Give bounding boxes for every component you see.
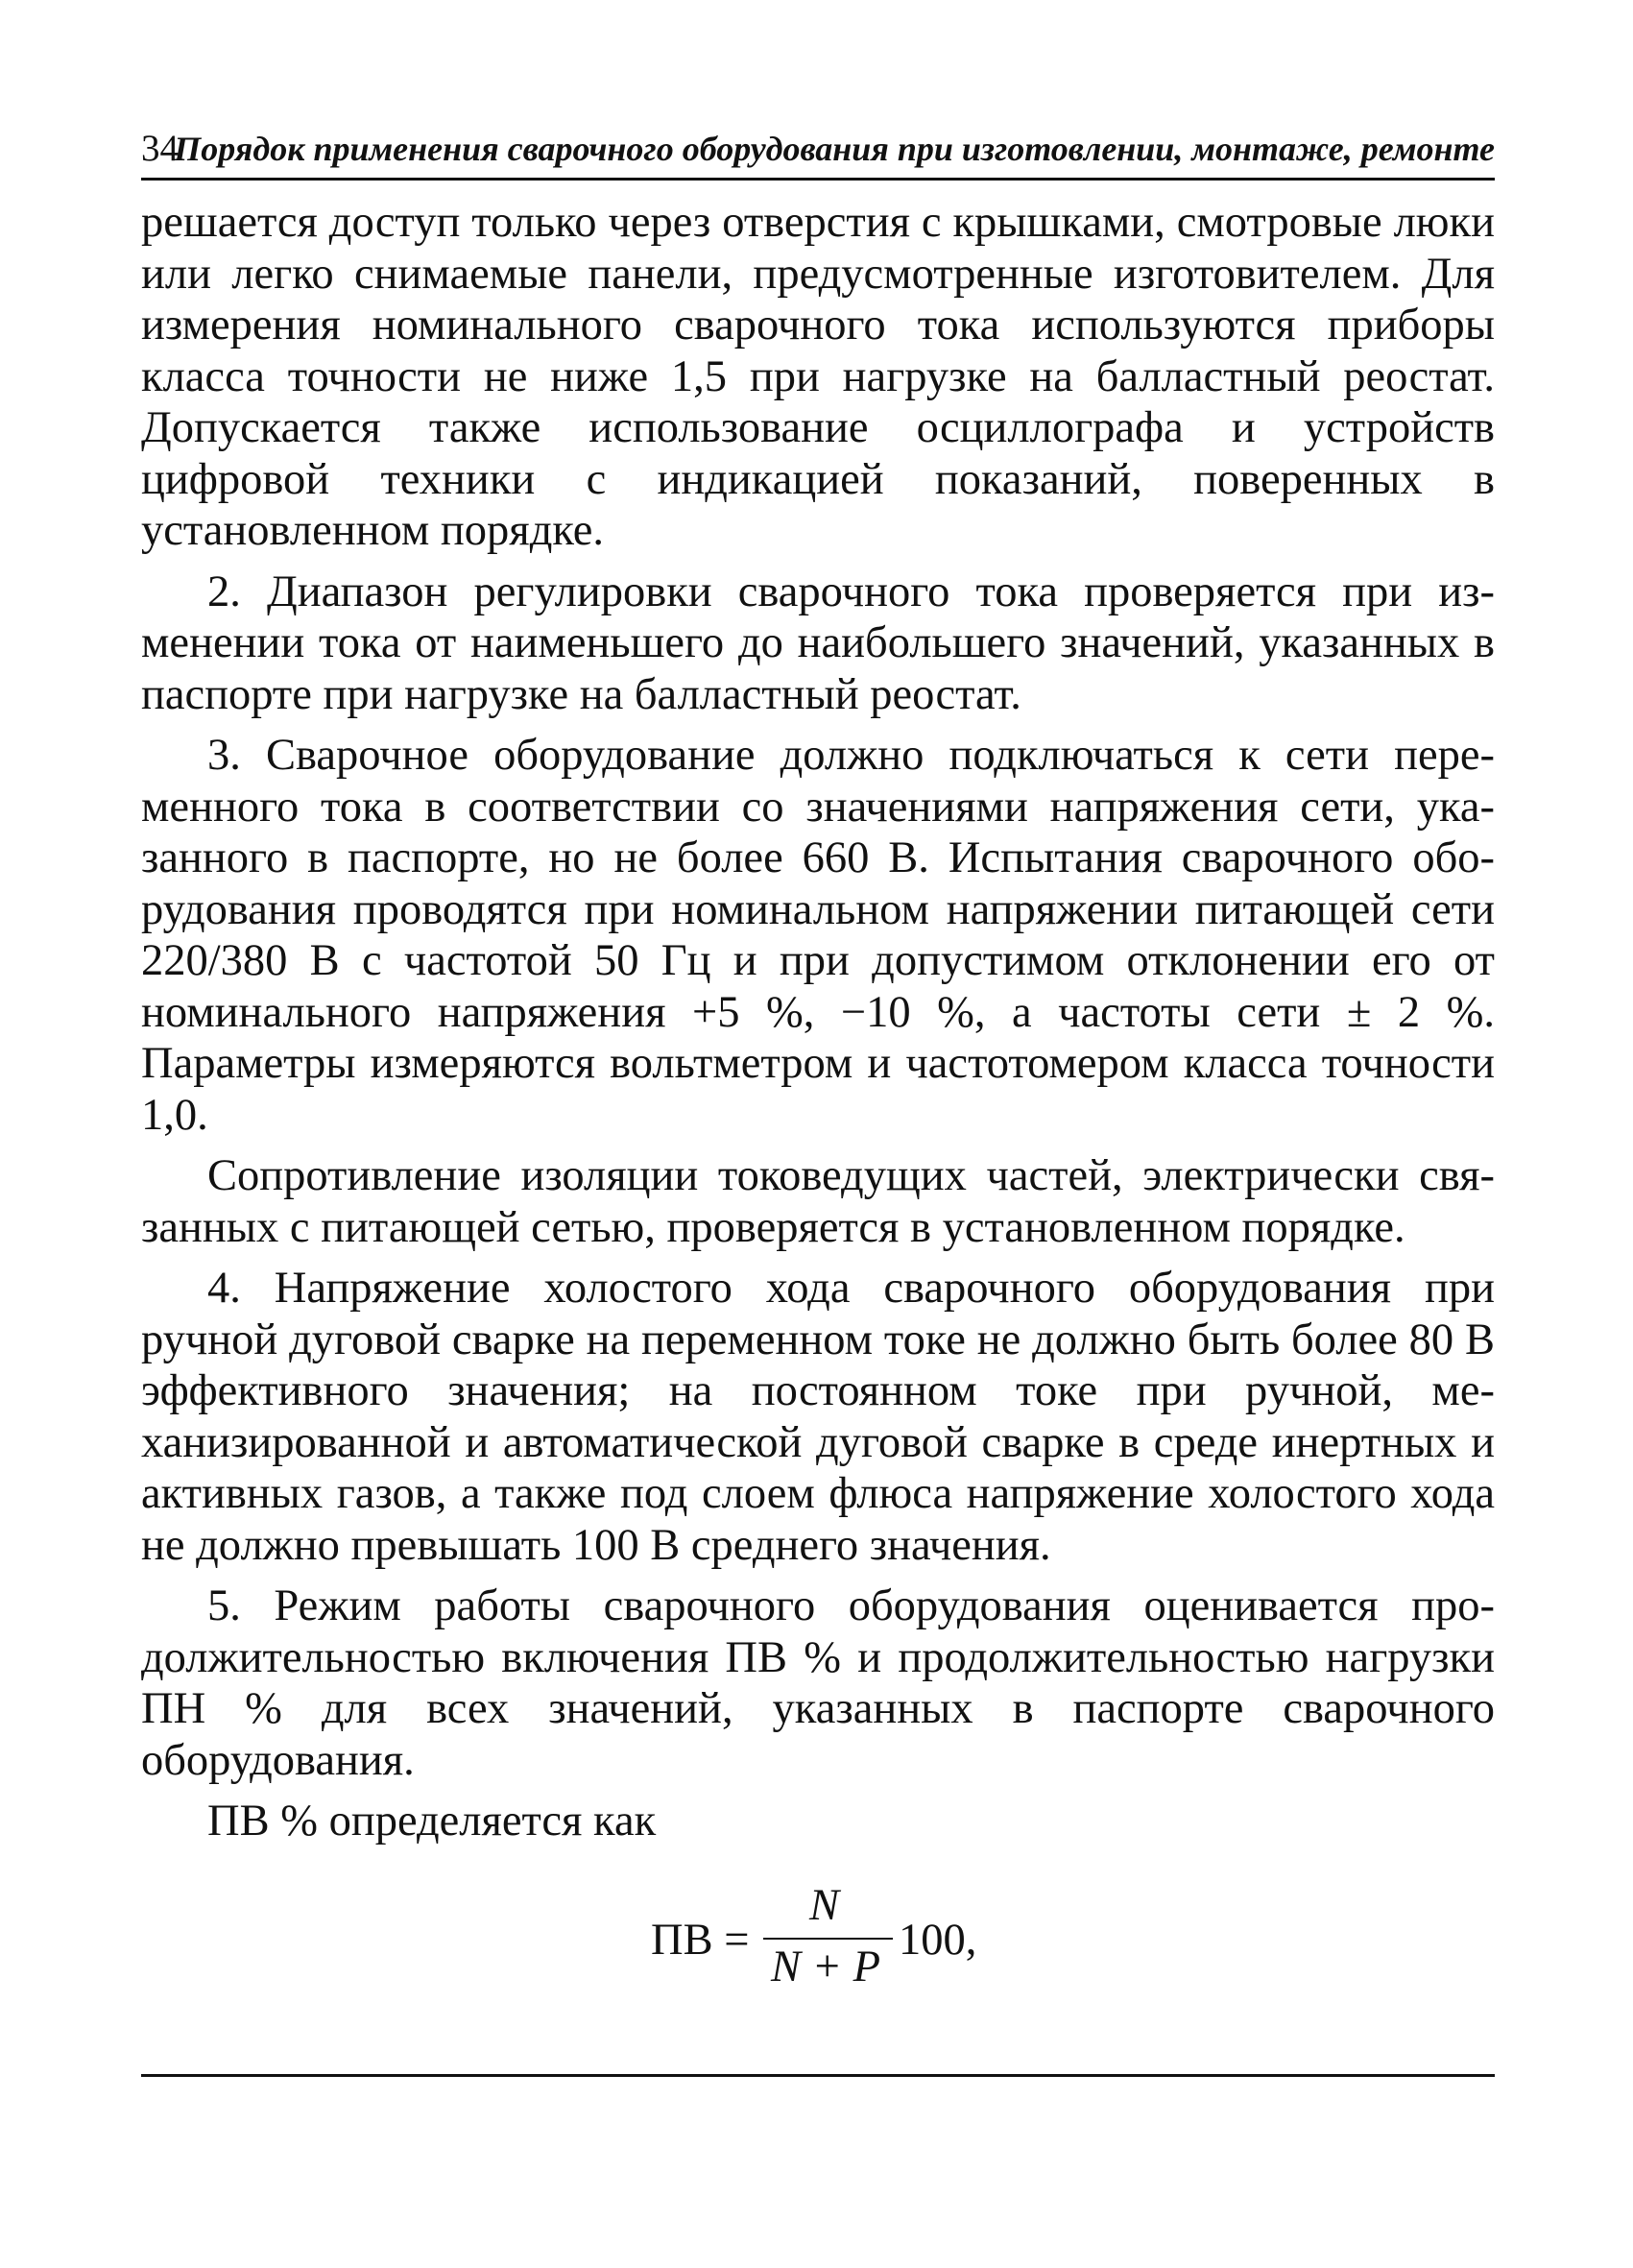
formula-denominator: N + P	[771, 1942, 881, 1991]
paragraph-insulation: Сопротивление изоляции токоведущих частей, электрически связанных с питающей сетью, проверяется в установленном порядке.	[141, 1151, 1495, 1252]
paragraph-item-2: 2. Диапазон регулировки сварочного тока проверяется при изменении тока от наименьшего до наибольшего значений, указанных в паспорте при нагрузке на балластный реостат.	[141, 567, 1495, 719]
header-rule	[141, 178, 1495, 181]
fraction-bar	[763, 1938, 893, 1940]
running-header	[141, 123, 1495, 177]
paragraph-formula-intro: ПВ % определяется как	[207, 1797, 657, 1846]
paragraph-item-3: 3. Сварочное оборудование должно подключаться к сети переменного тока в соответствии со значениями напряжения сети, указанного в паспорте, но не более 660 В. Испытания сварочного оборудования проводятся при номинальном напряжении питающей сети 220/380 В с частотой 50 Гц и при допустимом отклонении его от номинального напряжения +5 %, −10 %, а частоты сети ± 2 %. Параметры измеряются вольтметром и частотомером класса точности 1,0.	[141, 731, 1495, 1140]
paragraph-item-5: 5. Режим работы сварочного оборудования оценивается продолжительностью включения ПВ % и продолжительностью нагрузки ПН % для всех значений, указанных в паспорте сварочного оборудования.	[141, 1581, 1495, 1785]
formula-pv	[614, 1881, 1056, 2003]
running-title: Порядок применения сварочного оборудования при изготовлении, монтаже, ремонте	[174, 130, 1495, 168]
page-number: 34	[141, 128, 179, 169]
body-text	[141, 197, 1495, 1857]
formula-rhs: 100,	[899, 1916, 977, 1965]
formula-numerator: N	[809, 1881, 840, 1930]
formula-lhs: ПВ =	[651, 1916, 750, 1965]
paragraph-continuation: решается доступ только через отверстия с крышками, смотровые люки или легко снимаемые панели, предусмотренные изготовителем. Для измерения номинального сварочного тока используются приборы класса точности не ниже 1,5 при нагрузке на балластный реостат. Допускается также использование осциллографа и устройств цифровой техники с индикацией показаний, поверенных в установленном порядке.	[141, 198, 1495, 555]
footer-rule	[141, 2074, 1495, 2077]
paragraph-item-4: 4. Напряжение холостого хода сварочного оборудования при ручной дуговой сварке на переменном токе не должно быть более 80 В эффективного значения; на постоянном токе при ручной, механизированной и автоматической дуговой сварке в среде инертных и активных газов, а также под слоем флюса напряжение холостого хода не должно превышать 100 В среднего значения.	[141, 1264, 1495, 1570]
